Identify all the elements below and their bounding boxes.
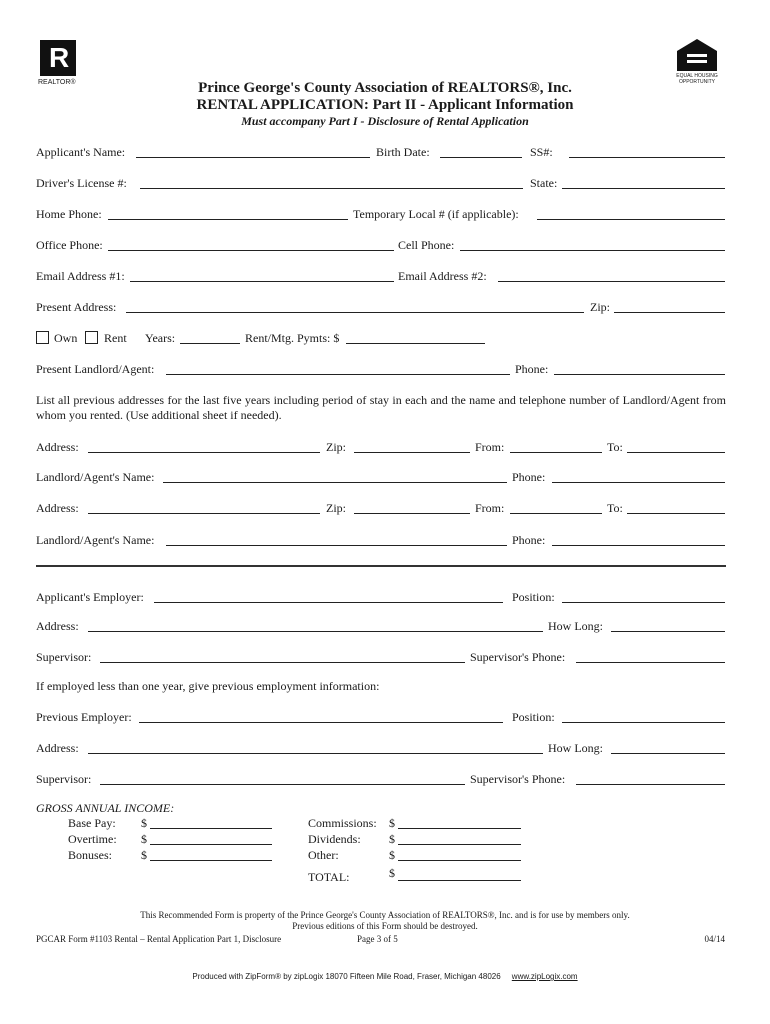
email1-label: Email Address #1:	[36, 269, 125, 283]
state-field[interactable]	[562, 188, 725, 189]
footer-line-2: Previous editions of this Form should be destroyed.	[292, 921, 478, 931]
dividends-field[interactable]	[398, 844, 521, 845]
prev-from-1-label: From:	[475, 440, 505, 454]
other-label: Other:	[308, 848, 339, 862]
prev-address-1-field[interactable]	[88, 452, 320, 453]
overtime-dollar: $	[141, 832, 147, 846]
supervisor-field[interactable]	[100, 662, 465, 663]
ssn-label: SS#:	[530, 145, 553, 159]
base-pay-label: Base Pay:	[68, 816, 116, 830]
other-field[interactable]	[398, 860, 521, 861]
present-zip-label: Zip:	[590, 300, 610, 314]
position-label: Position:	[512, 590, 555, 604]
realtor-logo-box	[40, 40, 76, 76]
email2-label: Email Address #2:	[398, 269, 487, 283]
present-landlord-field[interactable]	[166, 374, 510, 375]
supervisor-phone-field[interactable]	[576, 662, 725, 663]
form-title-2: RENTAL APPLICATION: Part II - Applicant Information	[196, 97, 574, 113]
prev-supervisor-label: Supervisor:	[36, 772, 92, 786]
prev-landlord-1-phone-field[interactable]	[552, 482, 725, 483]
prev-employer-address-label: Address:	[36, 741, 79, 755]
section-divider	[36, 565, 726, 567]
prev-supervisor-phone-label: Supervisor's Phone:	[470, 772, 566, 786]
prev-landlord-1-phone-label: Phone:	[512, 470, 546, 484]
position-field[interactable]	[562, 602, 725, 603]
years-field[interactable]	[180, 343, 240, 344]
prev-how-long-label: How Long:	[548, 741, 603, 755]
applicant-name-label: Applicant's Name:	[36, 145, 126, 159]
present-zip-field[interactable]	[614, 312, 725, 313]
dividends-dollar: $	[389, 832, 395, 846]
prev-to-2-label: To:	[607, 501, 623, 515]
prev-from-2-field[interactable]	[510, 513, 602, 514]
prev-address-2-label: Address:	[36, 501, 79, 515]
total-label: TOTAL:	[308, 870, 350, 884]
footer-form-id: PGCAR Form #1103 Rental – Rental Application Part 1, Disclosure	[36, 934, 282, 944]
equal-housing-icon	[674, 38, 720, 72]
email2-field[interactable]	[498, 281, 725, 282]
birth-date-label: Birth Date:	[376, 145, 430, 159]
realtor-logo-letter: R	[49, 42, 70, 73]
prev-zip-1-label: Zip:	[326, 440, 346, 454]
previous-address-instructions: List all previous addresses for the last five years including period of stay in each and the name and telephone number of Landlord/Agent from whom you rented. (Use additional sheet if needed).	[36, 393, 726, 422]
ziplogix-link[interactable]: www.zipLogix.com	[511, 972, 578, 981]
produced-by-line	[0, 972, 770, 982]
prev-position-label: Position:	[512, 710, 555, 724]
temp-local-label: Temporary Local # (if applicable):	[353, 207, 519, 221]
prev-supervisor-field[interactable]	[100, 784, 465, 785]
base-pay-field[interactable]	[150, 828, 272, 829]
prev-zip-1-field[interactable]	[354, 452, 470, 453]
previous-employment-instructions: If employed less than one year, give previous employment information:	[36, 679, 380, 693]
prev-from-2-label: From:	[475, 501, 505, 515]
total-dollar: $	[389, 866, 395, 880]
prev-employer-label: Previous Employer:	[36, 710, 132, 724]
supervisor-phone-label: Supervisor's Phone:	[470, 650, 566, 664]
total-field[interactable]	[398, 880, 521, 881]
cell-phone-label: Cell Phone:	[398, 238, 455, 252]
prev-supervisor-phone-field[interactable]	[576, 784, 725, 785]
footer-date: 04/14	[704, 934, 725, 944]
present-address-field[interactable]	[126, 312, 584, 313]
bonuses-label: Bonuses:	[68, 848, 113, 862]
commissions-dollar: $	[389, 816, 395, 830]
supervisor-label: Supervisor:	[36, 650, 92, 664]
prev-landlord-1-field[interactable]	[163, 482, 507, 483]
office-phone-field[interactable]	[108, 250, 394, 251]
rent-mtg-label: Rent/Mtg. Pymts: $	[245, 331, 340, 345]
own-checkbox[interactable]	[36, 331, 49, 344]
prev-employer-address-field[interactable]	[88, 753, 543, 754]
prev-landlord-2-phone-field[interactable]	[552, 545, 725, 546]
email1-field[interactable]	[130, 281, 394, 282]
how-long-field[interactable]	[611, 631, 725, 632]
form-title-1: Prince George's County Association of REALTORS®, Inc.	[198, 80, 572, 96]
prev-landlord-1-label: Landlord/Agent's Name:	[36, 470, 155, 484]
overtime-label: Overtime:	[68, 832, 117, 846]
present-landlord-label: Present Landlord/Agent:	[36, 362, 155, 376]
dividends-label: Dividends:	[308, 832, 361, 846]
drivers-license-field[interactable]	[140, 188, 523, 189]
temp-local-field[interactable]	[537, 219, 725, 220]
produced-by-text: Produced with ZipForm® by zipLogix 18070 Fifteen Mile Road, Fraser, Michigan 48026	[192, 972, 501, 981]
prev-position-field[interactable]	[562, 722, 725, 723]
prev-to-1-label: To:	[607, 440, 623, 454]
prev-to-1-field[interactable]	[627, 452, 725, 453]
present-landlord-phone-label: Phone:	[515, 362, 549, 376]
footer-page: Page 3 of 5	[357, 934, 398, 944]
prev-zip-2-field[interactable]	[354, 513, 470, 514]
other-dollar: $	[389, 848, 395, 862]
employer-address-field[interactable]	[88, 631, 543, 632]
drivers-license-label: Driver's License #:	[36, 176, 127, 190]
present-landlord-phone-field[interactable]	[554, 374, 725, 375]
employer-address-label: Address:	[36, 619, 79, 633]
footer-line-1: This Recommended Form is property of the Prince George's County Association of REALTORS®, Inc. and is for use by members only.	[140, 910, 630, 920]
base-pay-dollar: $	[141, 816, 147, 830]
home-phone-label: Home Phone:	[36, 207, 102, 221]
prev-landlord-2-phone-label: Phone:	[512, 533, 546, 547]
commissions-field[interactable]	[398, 828, 521, 829]
how-long-label: How Long:	[548, 619, 603, 633]
realtor-logo-text: REALTOR®	[38, 79, 76, 86]
prev-address-2-field[interactable]	[88, 513, 320, 514]
bonuses-dollar: $	[141, 848, 147, 862]
prev-employer-field[interactable]	[139, 722, 503, 723]
employer-label: Applicant's Employer:	[36, 590, 144, 604]
birth-date-field[interactable]	[440, 157, 522, 158]
rent-mtg-field[interactable]	[346, 343, 485, 344]
state-label: State:	[530, 176, 558, 190]
employer-field[interactable]	[154, 602, 503, 603]
prev-address-1-label: Address:	[36, 440, 79, 454]
commissions-label: Commissions:	[308, 816, 377, 830]
home-phone-field[interactable]	[108, 219, 348, 220]
prev-zip-2-label: Zip:	[326, 501, 346, 515]
applicant-name-field[interactable]	[136, 157, 370, 158]
rent-label: Rent	[104, 331, 127, 345]
prev-to-2-field[interactable]	[627, 513, 725, 514]
present-address-label: Present Address:	[36, 300, 117, 314]
bonuses-field[interactable]	[150, 860, 272, 861]
ssn-field[interactable]	[569, 157, 725, 158]
prev-from-1-field[interactable]	[510, 452, 602, 453]
rent-checkbox[interactable]	[85, 331, 98, 344]
prev-landlord-2-label: Landlord/Agent's Name:	[36, 533, 155, 547]
cell-phone-field[interactable]	[460, 250, 725, 251]
gross-income-heading: GROSS ANNUAL INCOME:	[36, 801, 175, 815]
eho-logo-text-1: EQUAL HOUSING	[676, 73, 718, 79]
prev-how-long-field[interactable]	[611, 753, 725, 754]
eho-logo-text-2: OPPORTUNITY	[678, 79, 716, 85]
overtime-field[interactable]	[150, 844, 272, 845]
own-label: Own	[54, 331, 78, 345]
years-label: Years:	[145, 331, 176, 345]
office-phone-label: Office Phone:	[36, 238, 103, 252]
prev-landlord-2-field[interactable]	[166, 545, 507, 546]
form-subtitle: Must accompany Part I - Disclosure of Rental Application	[241, 114, 529, 128]
